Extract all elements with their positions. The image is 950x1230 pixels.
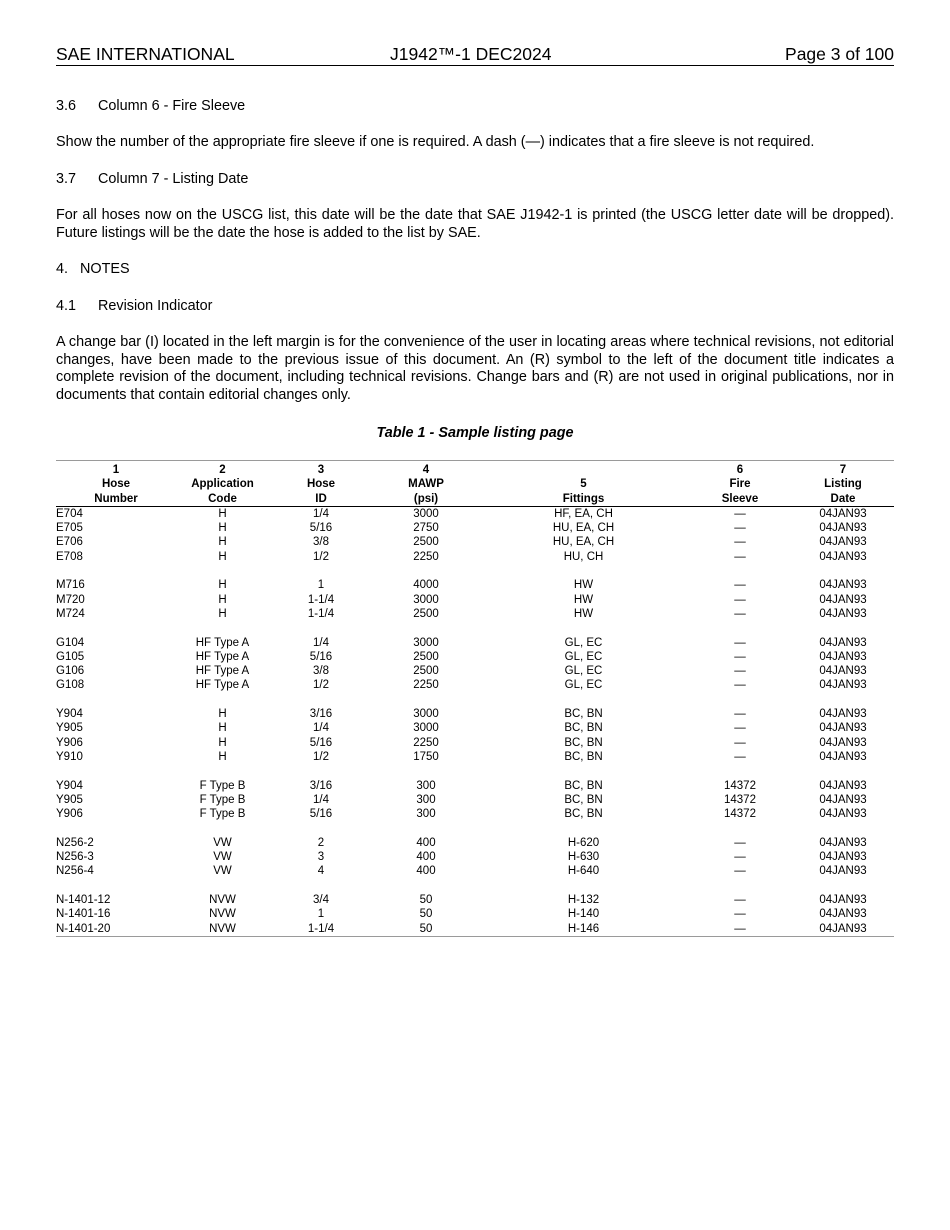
header-organization: SAE INTERNATIONAL: [56, 44, 235, 64]
section-3-6-body: Show the number of the appropriate fire sleeve if one is required. A dash (—) indicates that a fire sleeve is not required.: [56, 134, 815, 150]
cell-fire-sleeve: —: [734, 836, 746, 849]
section-number: 3.6: [56, 98, 77, 114]
cell-mawp: 3000: [413, 507, 439, 520]
cell-fittings: H-132: [567, 893, 600, 906]
cell-mawp: 2250: [413, 736, 439, 749]
cell-fire-sleeve: —: [734, 536, 746, 549]
cell-mawp: 2500: [413, 607, 439, 620]
cell-hose-id: 5/16: [309, 522, 333, 535]
cell-hose-id: 3/8: [313, 665, 329, 678]
cell-fittings: HU, EA, CH: [552, 522, 615, 535]
table-row: [56, 736, 894, 750]
cell-fire-sleeve: —: [734, 522, 746, 535]
cell-application-code: VW: [213, 836, 232, 849]
cell-application-code: F Type B: [199, 779, 246, 792]
cell-hose-number: Y904: [56, 708, 83, 721]
table-row: [56, 721, 894, 735]
cell-mawp: 2250: [413, 679, 439, 692]
cell-mawp: 400: [416, 836, 436, 849]
cell-hose-number: E705: [56, 522, 83, 535]
cell-listing-date: 04JAN93: [819, 736, 867, 749]
cell-mawp: 400: [416, 851, 436, 864]
cell-fire-sleeve: —: [734, 865, 746, 878]
cell-application-code: VW: [213, 865, 232, 878]
sample-listing-table: [56, 460, 894, 937]
cell-application-code: H: [218, 722, 227, 735]
column-header-mawp: 4: [373, 461, 479, 478]
section-3-6-heading: [56, 98, 894, 116]
cell-hose-id: 4: [317, 865, 325, 878]
section-number: 3.7: [56, 171, 77, 187]
cell-listing-date: 04JAN93: [819, 593, 867, 606]
cell-listing-date: 04JAN93: [819, 536, 867, 549]
cell-fire-sleeve: —: [734, 679, 746, 692]
table-row: [56, 693, 894, 722]
cell-hose-id: 1/4: [313, 722, 329, 735]
cell-hose-number: Y905: [56, 722, 83, 735]
table-row: [56, 879, 894, 908]
table-row: [56, 607, 894, 621]
column-header-fire-sleeve: Fire: [729, 478, 751, 491]
cell-hose-number: G105: [56, 650, 85, 663]
page-header: [56, 44, 894, 66]
table-row: [56, 521, 894, 535]
cell-fire-sleeve: —: [734, 636, 746, 649]
table-row: [56, 664, 894, 678]
section-3-7-heading: [56, 171, 894, 189]
cell-hose-id: 1/4: [313, 507, 329, 520]
cell-fittings: BC, BN: [564, 736, 603, 749]
cell-hose-number: M724: [56, 607, 85, 620]
cell-fire-sleeve: —: [734, 708, 746, 721]
cell-listing-date: 04JAN93: [819, 908, 867, 921]
cell-hose-id: 1-1/4: [307, 593, 335, 606]
cell-listing-date: 04JAN93: [819, 550, 867, 563]
cell-application-code: H: [218, 607, 227, 620]
cell-fittings: H-146: [479, 922, 688, 937]
column-header-hose-number: Hose: [101, 478, 131, 491]
cell-hose-id: 3/8: [313, 536, 329, 549]
cell-fittings: H-620: [567, 836, 600, 849]
column-header-listing-date: 7: [792, 461, 894, 478]
table-row: [56, 593, 894, 607]
cell-mawp: 50: [419, 893, 433, 906]
cell-application-code: H: [218, 593, 227, 606]
cell-hose-id: 1/4: [313, 793, 329, 806]
cell-fittings: HW: [573, 607, 594, 620]
table-row: [56, 907, 894, 921]
cell-listing-date: 04JAN93: [792, 922, 894, 937]
cell-hose-id: 1: [317, 908, 325, 921]
cell-hose-number: M716: [56, 579, 85, 592]
section-4-1-body: A change bar (I) located in the left margin is for the convenience of the user in locating areas where technical revisions, not editorial changes, have been made to the previous issue of this document. An (R) symbol to the left of the document title indicates a complete revision of the document, including technical revisions. Change bars and (R) are not used in original publications, nor in documents that contain editorial changes only.: [56, 334, 894, 403]
cell-hose-id: 3: [317, 851, 325, 864]
cell-listing-date: 04JAN93: [819, 793, 867, 806]
table-header-row: [56, 461, 894, 478]
cell-application-code: HF Type A: [195, 665, 250, 678]
column-header-listing-date: Date: [792, 492, 894, 507]
cell-fittings: BC, BN: [564, 708, 603, 721]
cell-listing-date: 04JAN93: [819, 779, 867, 792]
cell-hose-number: G106: [56, 665, 85, 678]
cell-hose-id: 1-1/4: [269, 922, 373, 937]
cell-hose-id: 1/4: [313, 636, 329, 649]
table-row: [56, 564, 894, 593]
cell-listing-date: 04JAN93: [819, 665, 867, 678]
cell-fire-sleeve: —: [734, 607, 746, 620]
table-row: [56, 850, 894, 864]
cell-application-code: H: [218, 708, 227, 721]
section-4-1-heading: [56, 298, 894, 316]
cell-mawp: 1750: [413, 750, 439, 763]
column-header-hose-number: 1: [56, 461, 176, 478]
cell-hose-number: G104: [56, 636, 85, 649]
cell-mawp: 50: [373, 922, 479, 937]
table-row: [56, 764, 894, 793]
cell-mawp: 300: [416, 793, 436, 806]
column-header-hose-id: Hose: [306, 478, 336, 491]
cell-hose-id: 1/2: [313, 750, 329, 763]
header-document-id: J1942™-1 DEC2024: [390, 44, 552, 64]
table-row: [56, 506, 894, 521]
cell-hose-id: 3/16: [309, 708, 333, 721]
cell-application-code: NVW: [176, 922, 269, 937]
column-header-fittings: Fittings: [479, 492, 688, 507]
cell-fittings: BC, BN: [564, 750, 603, 763]
cell-fittings: HU, CH: [563, 550, 604, 563]
table-row: [56, 821, 894, 850]
cell-fire-sleeve: —: [688, 922, 792, 937]
section-number: 4.1: [56, 298, 77, 314]
header-page-number: Page 3 of 100: [785, 44, 894, 64]
cell-fire-sleeve: —: [734, 750, 746, 763]
cell-mawp: 2500: [413, 536, 439, 549]
cell-fire-sleeve: —: [734, 579, 746, 592]
cell-application-code: HF Type A: [195, 679, 250, 692]
cell-mawp: 3000: [413, 636, 439, 649]
table-row: [56, 550, 894, 564]
cell-application-code: H: [218, 550, 227, 563]
cell-fittings: BC, BN: [564, 779, 603, 792]
cell-fittings: H-640: [567, 865, 600, 878]
cell-fittings: BC, BN: [564, 722, 603, 735]
cell-fittings: H-140: [567, 908, 600, 921]
cell-hose-number: Y905: [56, 793, 83, 806]
cell-application-code: VW: [213, 851, 232, 864]
column-header-hose-id: ID: [269, 492, 373, 507]
cell-hose-number: Y906: [56, 736, 83, 749]
cell-application-code: HF Type A: [195, 650, 250, 663]
cell-fire-sleeve: —: [734, 550, 746, 563]
cell-hose-number: N256-2: [56, 836, 94, 849]
column-header-mawp: MAWP: [408, 478, 444, 491]
cell-fittings: HW: [573, 579, 594, 592]
cell-fittings: BC, BN: [564, 793, 603, 806]
cell-mawp: 2750: [413, 522, 439, 535]
cell-fittings: HU, EA, CH: [552, 536, 615, 549]
cell-hose-id: 3/16: [309, 779, 333, 792]
cell-fire-sleeve: —: [734, 593, 746, 606]
cell-hose-id: 1-1/4: [307, 607, 335, 620]
cell-listing-date: 04JAN93: [819, 865, 867, 878]
cell-mawp: 300: [416, 808, 436, 821]
table-row: [56, 678, 894, 692]
cell-fire-sleeve: —: [734, 736, 746, 749]
column-header-hose-number: Number: [56, 492, 176, 507]
cell-fittings: GL, EC: [564, 650, 603, 663]
cell-mawp: 3000: [413, 722, 439, 735]
cell-fittings: HW: [573, 593, 594, 606]
table-header-row: [56, 492, 894, 507]
cell-listing-date: 04JAN93: [819, 851, 867, 864]
cell-hose-number: Y910: [56, 750, 83, 763]
column-header-application-code: Application: [191, 478, 254, 491]
cell-hose-number: Y904: [56, 779, 83, 792]
cell-hose-number: E704: [56, 507, 83, 520]
table-row: [56, 807, 894, 821]
cell-hose-id: 5/16: [309, 736, 333, 749]
cell-listing-date: 04JAN93: [819, 636, 867, 649]
cell-listing-date: 04JAN93: [819, 522, 867, 535]
cell-hose-number: E706: [56, 536, 83, 549]
cell-hose-number: N-1401-12: [56, 893, 111, 906]
cell-listing-date: 04JAN93: [819, 836, 867, 849]
cell-application-code: HF Type A: [195, 636, 250, 649]
cell-application-code: H: [218, 507, 227, 520]
cell-hose-number: N256-3: [56, 851, 94, 864]
table-row: [56, 650, 894, 664]
section-3-7-body: For all hoses now on the USCG list, this date will be the date that SAE J1942-1 is printed (the USCG letter date will be dropped). Future listings will be the date the hose is added to the list by SAE.: [56, 207, 894, 241]
section-4-heading: 4. NOTES: [56, 261, 130, 277]
cell-application-code: H: [218, 750, 227, 763]
cell-listing-date: 04JAN93: [819, 708, 867, 721]
cell-listing-date: 04JAN93: [819, 579, 867, 592]
cell-listing-date: 04JAN93: [819, 607, 867, 620]
cell-hose-id: 1: [317, 579, 325, 592]
cell-hose-number: M720: [56, 593, 85, 606]
column-header-fire-sleeve: Sleeve: [688, 492, 792, 507]
table-row: [56, 750, 894, 764]
cell-hose-number: N-1401-16: [56, 908, 111, 921]
cell-mawp: 50: [419, 908, 433, 921]
table-row: [56, 793, 894, 807]
cell-mawp: 3000: [413, 708, 439, 721]
cell-fire-sleeve: 14372: [724, 779, 756, 792]
cell-listing-date: 04JAN93: [819, 722, 867, 735]
cell-mawp: 4000: [413, 579, 439, 592]
cell-fire-sleeve: 14372: [724, 808, 756, 821]
cell-hose-number: Y906: [56, 808, 83, 821]
cell-fittings: BC, BN: [564, 808, 603, 821]
column-header-hose-id: 3: [269, 461, 373, 478]
cell-application-code: F Type B: [199, 808, 246, 821]
table-row: [56, 621, 894, 650]
cell-hose-id: 1/2: [313, 550, 329, 563]
cell-hose-id: 1/2: [313, 679, 329, 692]
cell-fittings: GL, EC: [564, 665, 603, 678]
cell-fire-sleeve: —: [734, 650, 746, 663]
cell-fittings: GL, EC: [564, 636, 603, 649]
cell-hose-number: N-1401-20: [56, 922, 176, 937]
cell-mawp: 2500: [413, 665, 439, 678]
cell-application-code: NVW: [209, 893, 236, 906]
table-row: [56, 535, 894, 549]
cell-fire-sleeve: —: [734, 722, 746, 735]
cell-application-code: H: [218, 522, 227, 535]
cell-application-code: F Type B: [199, 793, 246, 806]
column-header-mawp: (psi): [373, 492, 479, 507]
cell-application-code: NVW: [209, 908, 236, 921]
cell-hose-id: 5/16: [309, 650, 333, 663]
cell-listing-date: 04JAN93: [819, 679, 867, 692]
cell-mawp: 2500: [413, 650, 439, 663]
cell-fire-sleeve: —: [734, 507, 746, 520]
section-title: Revision Indicator: [98, 298, 213, 314]
column-header-listing-date: Listing: [824, 478, 862, 491]
cell-hose-number: N256-4: [56, 865, 94, 878]
cell-fire-sleeve: —: [734, 893, 746, 906]
column-header-fittings: [479, 461, 688, 478]
cell-fittings: GL, EC: [564, 679, 603, 692]
cell-mawp: 2250: [413, 550, 439, 563]
cell-hose-number: E708: [56, 550, 83, 563]
cell-hose-id: 3/4: [313, 893, 329, 906]
cell-mawp: 3000: [413, 593, 439, 606]
cell-listing-date: 04JAN93: [819, 650, 867, 663]
cell-application-code: H: [218, 579, 227, 592]
cell-fire-sleeve: —: [734, 908, 746, 921]
cell-fittings: H-630: [567, 851, 600, 864]
table-row: [56, 922, 894, 937]
table-header-row: [56, 477, 894, 491]
cell-listing-date: 04JAN93: [819, 808, 867, 821]
cell-hose-id: 2: [317, 836, 325, 849]
column-header-application-code: 2: [176, 461, 269, 478]
table-caption: Table 1 - Sample listing page: [376, 425, 574, 441]
cell-mawp: 300: [416, 779, 436, 792]
cell-hose-id: 5/16: [309, 808, 333, 821]
cell-listing-date: 04JAN93: [819, 507, 867, 520]
cell-application-code: H: [218, 536, 227, 549]
section-title: Column 7 - Listing Date: [98, 171, 249, 187]
cell-fire-sleeve: 14372: [724, 793, 756, 806]
cell-mawp: 400: [416, 865, 436, 878]
section-title: Column 6 - Fire Sleeve: [98, 98, 246, 114]
column-header-application-code: Code: [176, 492, 269, 507]
table-row: [56, 864, 894, 878]
column-header-fire-sleeve: 6: [688, 461, 792, 478]
cell-application-code: H: [218, 736, 227, 749]
cell-hose-number: G108: [56, 679, 85, 692]
column-header-fittings: 5: [580, 478, 587, 491]
cell-listing-date: 04JAN93: [819, 893, 867, 906]
cell-fire-sleeve: —: [734, 665, 746, 678]
cell-listing-date: 04JAN93: [819, 750, 867, 763]
cell-fittings: HF, EA, CH: [554, 507, 613, 520]
cell-fire-sleeve: —: [734, 851, 746, 864]
